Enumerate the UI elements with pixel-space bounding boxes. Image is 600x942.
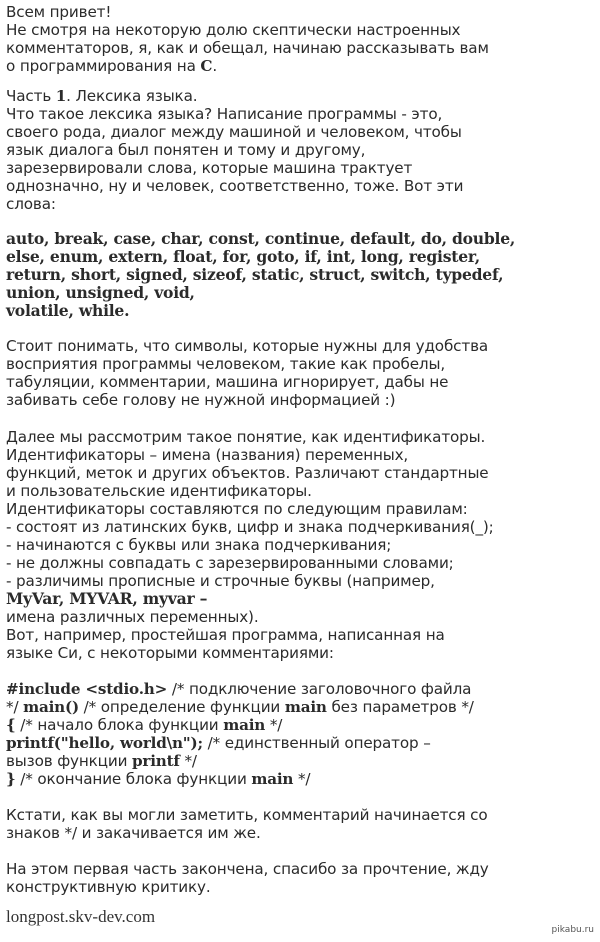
body-line: восприятия программы человеком, такие как пробелы, bbox=[6, 355, 446, 373]
identifier-examples: MyVar, MYVAR, myvar – bbox=[6, 589, 208, 608]
rule-item: - не должны совпадать с зарезервированными словами; bbox=[6, 554, 454, 572]
code-line: вызов функции printf */ bbox=[6, 752, 197, 770]
body-line: Вот, например, простейшая программа, написанная на bbox=[6, 626, 445, 644]
watermark: pikabu.ru bbox=[551, 925, 594, 935]
keywords-line: return, short, signed, sizeof, static, struct, switch, typedef, bbox=[6, 265, 504, 284]
rule-item: - различимы прописные и строчные буквы (например, bbox=[6, 572, 435, 590]
body-line: языке Си, с некоторыми комментариями: bbox=[6, 644, 334, 662]
rule-item: - состоят из латинских букв, цифр и знака подчеркивания(_); bbox=[6, 518, 494, 536]
body-line: язык диалога был понятен и тому и другому, bbox=[6, 141, 366, 159]
language-name: C bbox=[200, 57, 213, 75]
section-heading: Часть 1. Лексика языка. bbox=[6, 87, 198, 105]
keywords-line: else, enum, extern, float, for, goto, if, int, long, register, bbox=[6, 247, 480, 266]
code-line: { /* начало блока функции main */ bbox=[6, 716, 283, 734]
body-line: слова: bbox=[6, 195, 56, 213]
body-line: Идентификаторы – имена (названия) переменных, bbox=[6, 446, 409, 464]
code-line: printf("hello, world\n"); /* единственный оператор – bbox=[6, 734, 431, 752]
source-link[interactable]: longpost.skv-dev.com bbox=[6, 907, 156, 926]
body-line: имена различных переменных). bbox=[6, 608, 259, 626]
body-line: забивать себе голову не нужной информацией :) bbox=[6, 391, 396, 409]
rule-item: - начинаются с буквы или знака подчеркивания; bbox=[6, 536, 392, 554]
body-line: своего рода, диалог между машиной и человеком, чтобы bbox=[6, 123, 462, 141]
keywords-line: union, unsigned, void, bbox=[6, 283, 195, 302]
body-line: зарезервировали слова, которые машина трактует bbox=[6, 159, 413, 177]
body-line: функций, меток и других объектов. Различают стандартные bbox=[6, 464, 489, 482]
intro-line: Не смотря на некоторую долю скептически настроенных bbox=[6, 21, 461, 39]
intro-line: комментаторов, я, как и обещал, начинаю рассказывать вам bbox=[6, 39, 489, 57]
body-line: Кстати, как вы могли заметить, комментарий начинается со bbox=[6, 806, 488, 824]
body-line: Что такое лексика языка? Написание программы - это, bbox=[6, 105, 443, 123]
body-line: табуляции, комментарии, машина игнорирует, дабы не bbox=[6, 373, 449, 391]
code-line: } /* окончание блока функции main */ bbox=[6, 770, 311, 788]
body-line: Стоит понимать, что символы, которые нужны для удобства bbox=[6, 337, 489, 355]
body-line: На этом первая часть закончена, спасибо за прочтение, жду bbox=[6, 860, 489, 878]
code-line: */ main() /* определение функции main без параметров */ bbox=[6, 698, 474, 716]
body-line: и пользовательские идентификаторы. bbox=[6, 482, 312, 500]
body-line: однозначно, ну и человек, соответственно, тоже. Вот эти bbox=[6, 177, 464, 195]
intro-line: о программирования на C. bbox=[6, 57, 217, 75]
body-line: Идентификаторы составляются по следующим правилам: bbox=[6, 500, 468, 518]
body-line: Далее мы рассмотрим такое понятие, как идентификаторы. bbox=[6, 428, 486, 446]
greeting-line: Всем привет! bbox=[6, 3, 112, 21]
body-line: знаков */ и закачивается им же. bbox=[6, 824, 261, 842]
keywords-line: auto, break, case, char, const, continue, default, do, double, bbox=[6, 229, 516, 248]
body-line: конструктивную критику. bbox=[6, 878, 211, 896]
code-line: #include <stdio.h> /* подключение заголовочного файла bbox=[6, 680, 472, 698]
keywords-line: volatile, while. bbox=[6, 301, 130, 320]
